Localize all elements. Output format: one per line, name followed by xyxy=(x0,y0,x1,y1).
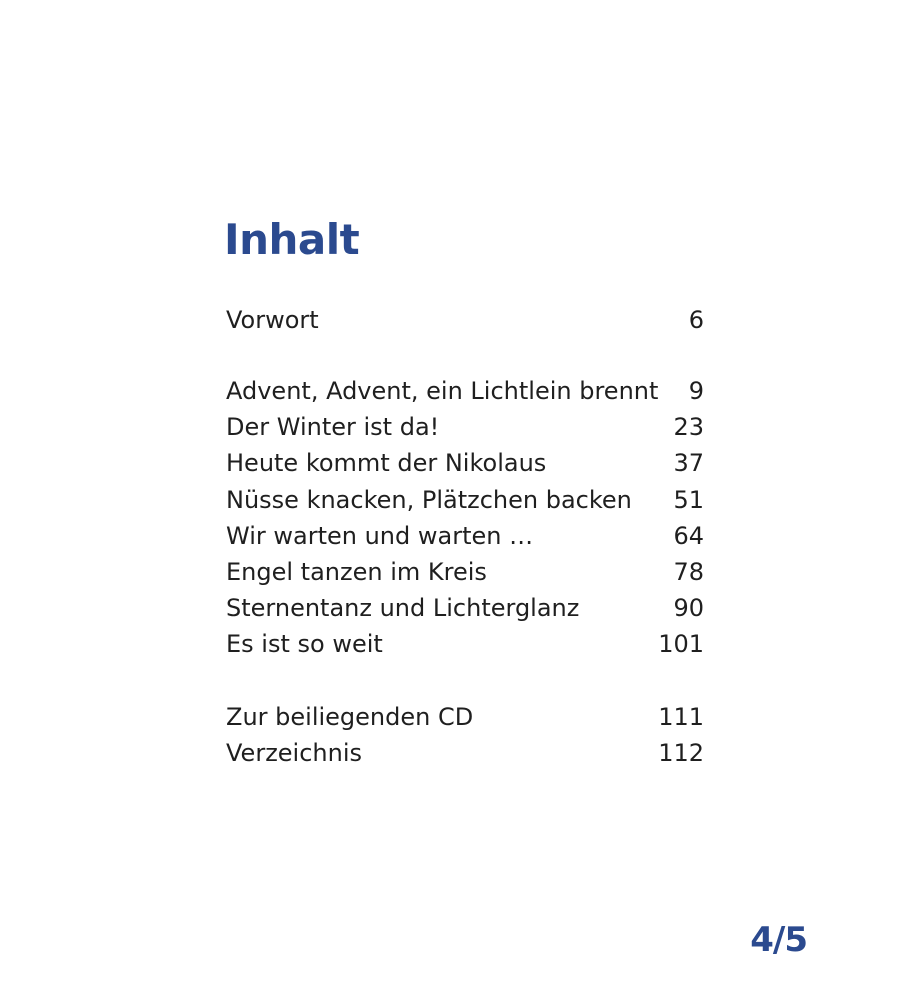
toc-entry xyxy=(226,518,704,554)
toc-entry xyxy=(226,302,704,338)
toc-entry-page: 23 xyxy=(673,413,704,442)
toc-entry-page: 101 xyxy=(658,630,704,659)
toc-entry-page: 111 xyxy=(658,703,704,731)
toc-entry-label: Engel tanzen im Kreis xyxy=(226,557,487,586)
toc-entry xyxy=(226,554,704,590)
page-counter: 4/5 xyxy=(750,920,807,960)
toc-entry xyxy=(226,373,704,409)
toc-entry-label: Vorwort xyxy=(226,306,319,334)
toc-entry xyxy=(226,590,704,626)
toc-group-appendix xyxy=(226,699,704,771)
toc-entry xyxy=(226,626,704,662)
page-title: Inhalt xyxy=(224,215,360,264)
toc-group-intro xyxy=(226,302,704,338)
toc-entry-page: 6 xyxy=(688,306,704,334)
toc-entry-label: Heute kommt der Nikolaus xyxy=(226,449,547,478)
toc-entry-label: Advent, Advent, ein Lichtlein brennt xyxy=(226,377,659,405)
toc-entry-page: 64 xyxy=(673,521,704,550)
toc-entry xyxy=(226,735,704,771)
toc-entry-page: 78 xyxy=(673,557,704,586)
toc-entry xyxy=(226,699,704,735)
toc-entry-page: 37 xyxy=(673,449,704,478)
toc-entry-page: 112 xyxy=(658,739,704,768)
toc-entry xyxy=(226,409,704,445)
toc-entry-label: Verzeichnis xyxy=(226,739,363,768)
toc-entry-label: Zur beiliegenden CD xyxy=(226,703,474,731)
toc-entry xyxy=(226,482,704,518)
toc-entry-label: Es ist so weit xyxy=(226,630,383,659)
toc-entry xyxy=(226,445,704,481)
toc-group-chapters xyxy=(226,373,704,663)
toc-entry-label: Wir warten und warten … xyxy=(226,521,534,550)
toc-entry-label: Der Winter ist da! xyxy=(226,413,440,442)
toc-entry-label: Nüsse knacken, Plätzchen backen xyxy=(226,485,632,514)
toc-entry-page: 51 xyxy=(673,485,704,514)
toc-entry-page: 9 xyxy=(688,377,704,405)
toc-entry-label: Sternentanz und Lichterglanz xyxy=(226,594,580,623)
toc-entry-page: 90 xyxy=(673,594,704,623)
